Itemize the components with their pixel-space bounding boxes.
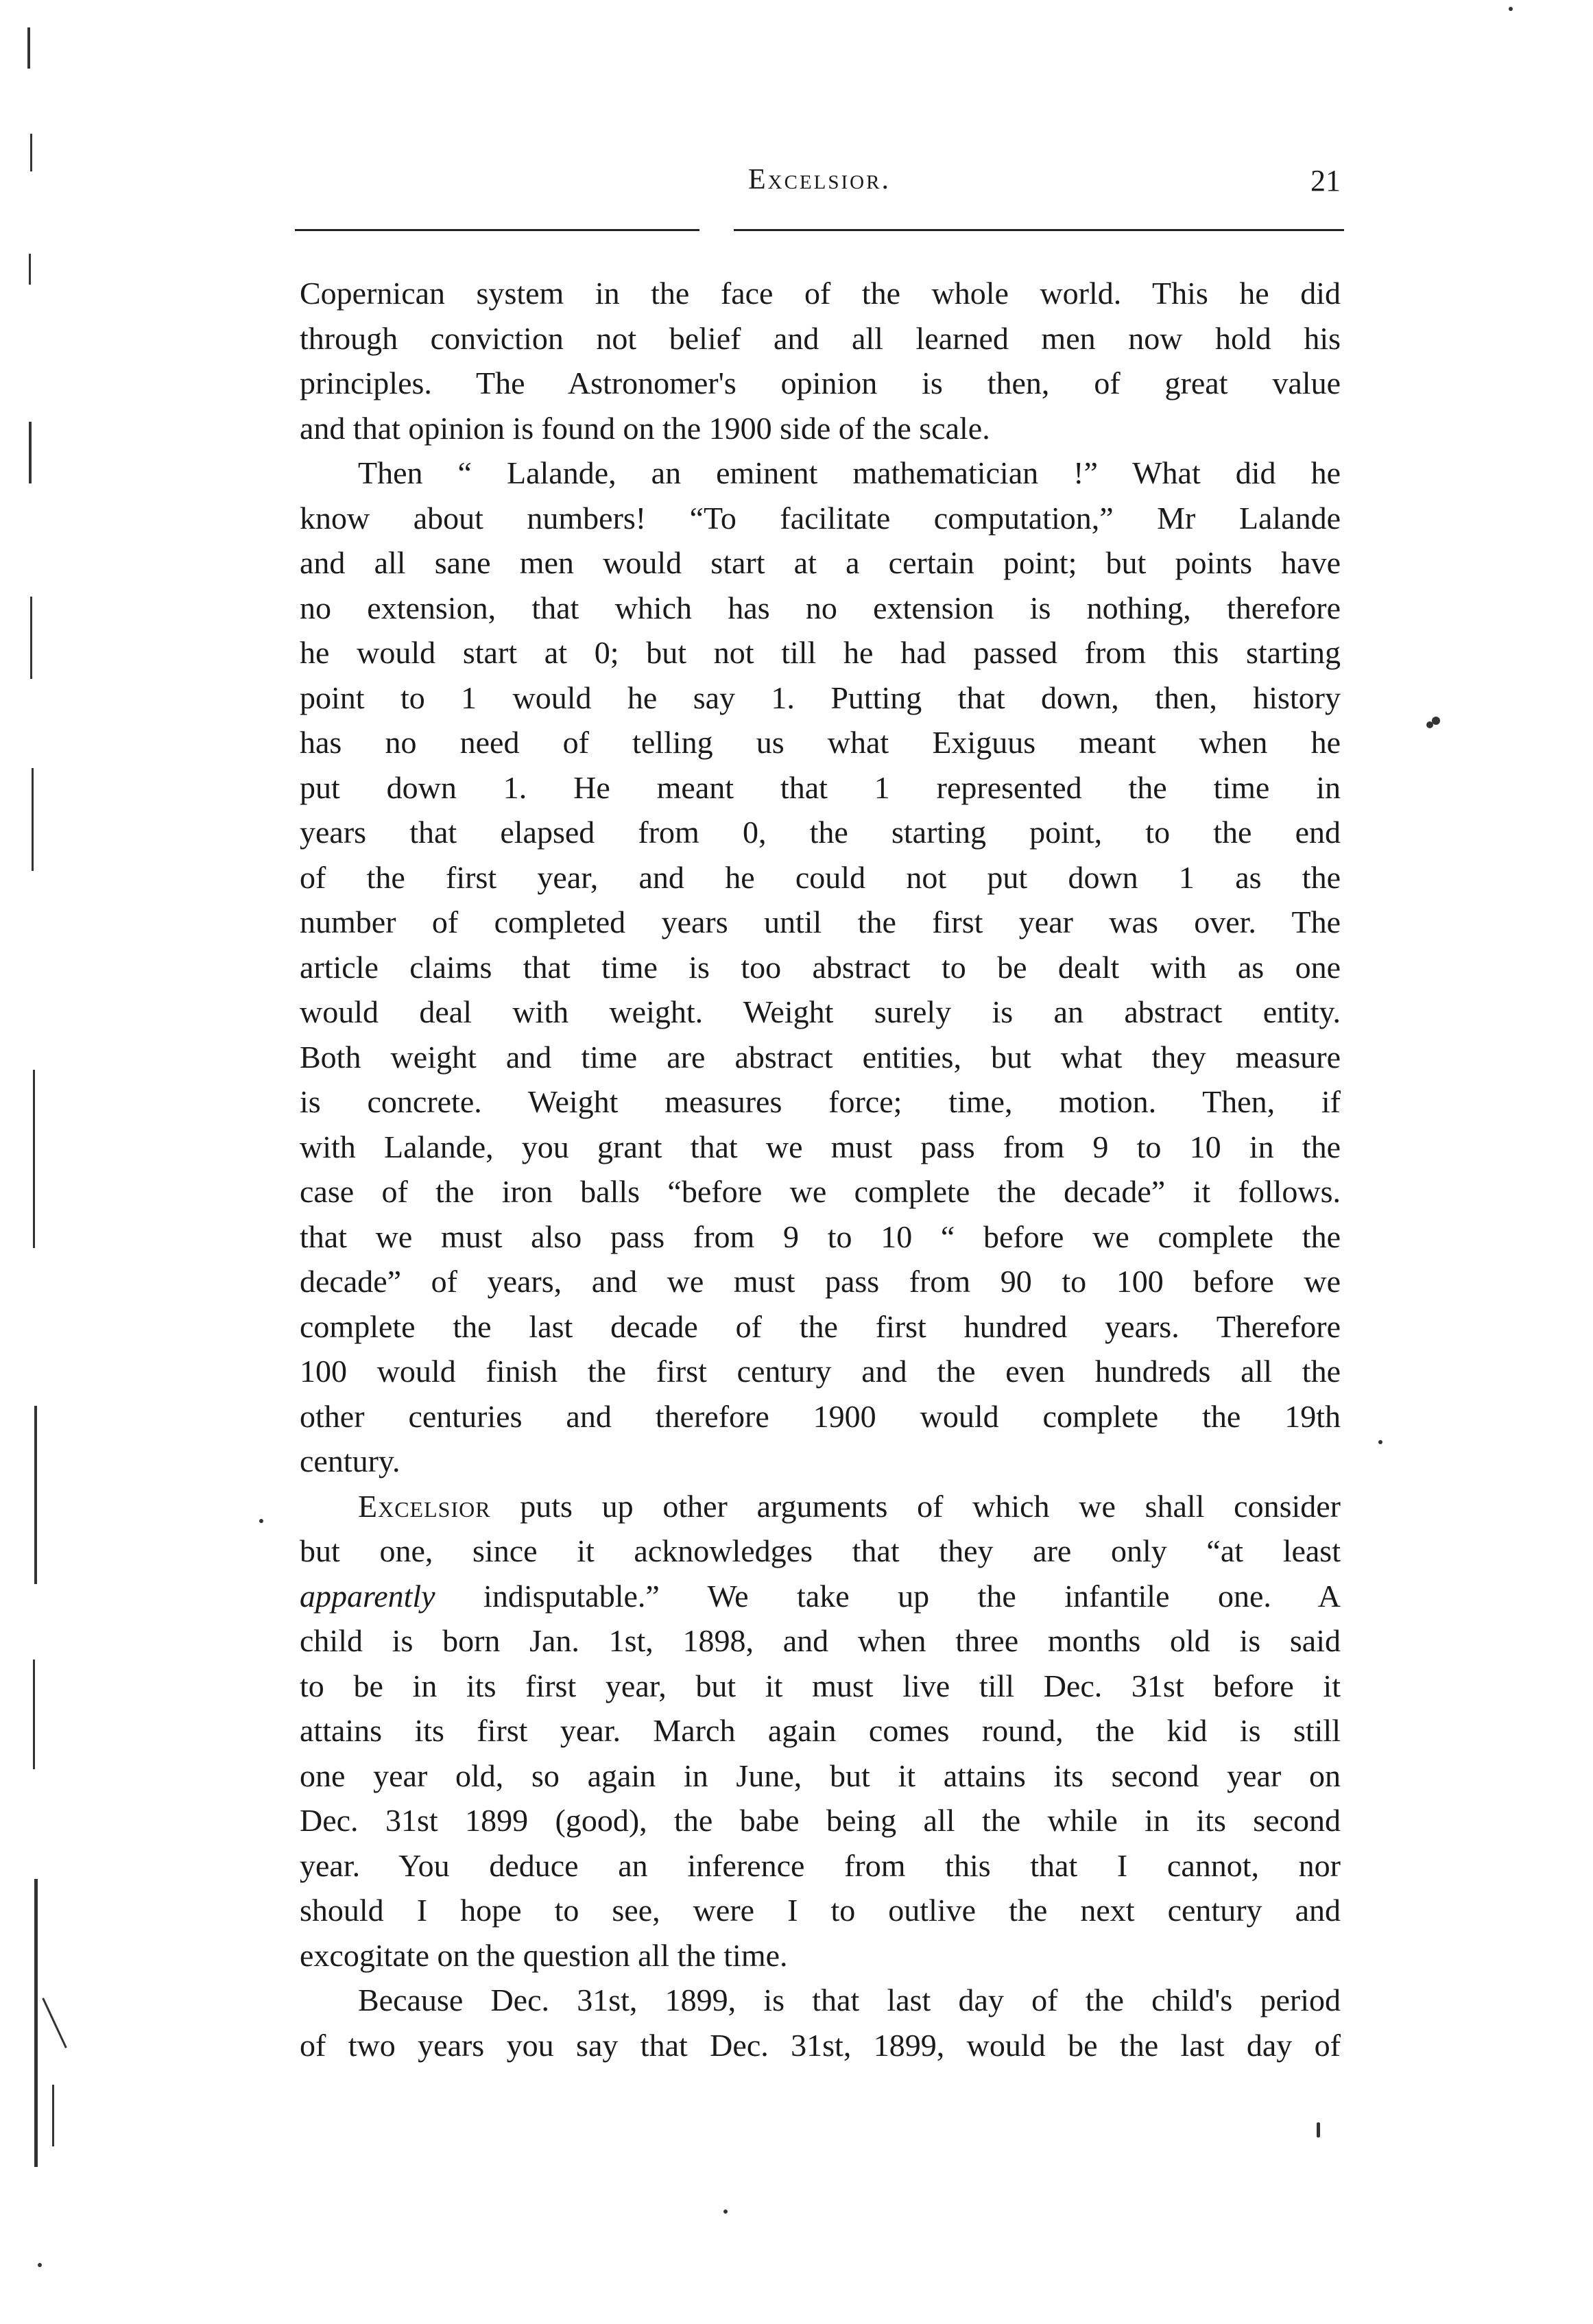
left-margin-mark — [34, 1879, 38, 2167]
text-line: with Lalande, you grant that we must pass from 9 to 10 in the — [300, 1129, 1341, 1164]
text-line — [300, 1574, 1341, 1619]
text-line: put down 1. He meant that 1 represented the time in — [300, 769, 1341, 805]
text-line: should I hope to see, were I to outlive the next century and — [300, 1893, 1341, 1928]
margin-dot — [259, 1519, 263, 1523]
left-margin-mark — [29, 254, 31, 285]
text-line: of two years you say that Dec. 31st, 1899, would be the last day of — [300, 2027, 1341, 2063]
paragraph-start-line — [300, 1484, 1341, 1529]
text-line: attains its first year. March again comes round, the kid is still — [300, 1713, 1341, 1748]
text-line: he would start at 0; but not till he had passed from this starting — [300, 635, 1341, 670]
text-line: through conviction not belief and all learned men now hold his — [300, 320, 1341, 356]
inline-title-excelsior: Excelsior — [358, 1488, 491, 1524]
text-line: child is born Jan. 1st, 1898, and when three months old is said — [300, 1623, 1341, 1658]
text-line: number of completed years until the first year was over. The — [300, 905, 1341, 939]
text-line: and all sane men would start at a certain point; but points have — [300, 545, 1341, 580]
text-line: know about numbers! “To facilitate computation,” Mr Lalande — [300, 500, 1341, 536]
text-line: is concrete. Weight measures force; time, motion. Then, if — [300, 1084, 1341, 1119]
margin-dot — [38, 2263, 42, 2267]
text-line: no extension, that which has no extension is nothing, therefore — [300, 590, 1341, 625]
italic-word: apparently — [300, 1578, 435, 1614]
left-margin-mark — [32, 768, 34, 871]
text-line: case of the iron balls “before we complete the decade” it follows. — [300, 1174, 1341, 1209]
left-margin-mark — [30, 597, 32, 679]
left-margin-mark — [34, 1406, 37, 1584]
page-number: 21 — [1310, 164, 1341, 197]
margin-dot — [1378, 1440, 1382, 1444]
text-line: would deal with weight. Weight surely is an abstract entity. — [300, 994, 1341, 1029]
text-line: 100 would finish the first century and the even hundreds all the — [300, 1354, 1341, 1389]
paragraph-start-line: Because Dec. 31st, 1899, is that last day of the child's period — [358, 1982, 1341, 2017]
text-line: has no need of telling us what Exiguus meant when he — [300, 725, 1341, 760]
left-margin-mark — [42, 1998, 67, 2048]
body-text — [300, 271, 1341, 2068]
running-head — [298, 163, 1341, 211]
margin-dot — [1509, 7, 1513, 11]
text-line: decade” of years, and we must pass from 90 to 100 before we — [300, 1264, 1341, 1299]
header-rule-gap — [699, 225, 734, 233]
text-fragment: puts up other arguments of which we shall consider — [490, 1488, 1341, 1524]
margin-dot — [723, 2209, 728, 2214]
margin-dot — [1317, 2122, 1320, 2137]
text-line: year. You deduce an inference from this that I cannot, nor — [300, 1847, 1341, 1883]
text-line: Dec. 31st 1899 (good), the babe being all the while in its second — [300, 1803, 1341, 1838]
text-line: Copernican system in the face of the whole world. This he did — [300, 276, 1341, 311]
text-line: but one, since it acknowledges that they are only “at least — [300, 1533, 1341, 1568]
text-line: principles. The Astronomer's opinion is then, of great value — [300, 366, 1341, 400]
text-line: article claims that time is too abstract to be dealt with as one — [300, 949, 1341, 985]
text-line: and that opinion is found on the 1900 side of the scale. — [300, 410, 990, 446]
text-line: years that elapsed from 0, the starting point, to the end — [300, 815, 1341, 850]
text-fragment: indisputable.” We take up the infantile one. A — [435, 1578, 1341, 1614]
left-margin-mark — [33, 1660, 35, 1769]
text-line: that we must also pass from 9 to 10 “ before we complete the — [300, 1219, 1341, 1254]
text-line: Both weight and time are abstract entities, but what they measure — [300, 1039, 1341, 1075]
text-line: point to 1 would he say 1. Putting that down, then, history — [300, 680, 1341, 715]
left-margin-mark — [30, 134, 32, 171]
text-line: excogitate on the question all the time. — [300, 1937, 788, 1973]
text-line: other centuries and therefore 1900 would complete the 19th — [300, 1398, 1341, 1434]
text-line: one year old, so again in June, but it attains its second year on — [300, 1758, 1341, 1793]
header-rule — [295, 229, 1344, 231]
left-margin-mark — [29, 422, 32, 483]
text-line: of the first year, and he could not put down 1 as the — [300, 859, 1341, 895]
left-margin-mark — [33, 1070, 35, 1248]
margin-dot — [1426, 721, 1433, 728]
text-line: complete the last decade of the first hundred years. Therefore — [300, 1308, 1341, 1344]
left-margin-mark — [27, 27, 30, 69]
text-line: century. — [300, 1443, 400, 1478]
paragraph-start-line: Then “ Lalande, an eminent mathematician !” What did he — [358, 455, 1341, 490]
running-title: Excelsior. — [748, 164, 891, 195]
text-line: to be in its first year, but it must live till Dec. 31st before it — [300, 1668, 1341, 1703]
left-margin-mark — [52, 2085, 54, 2146]
